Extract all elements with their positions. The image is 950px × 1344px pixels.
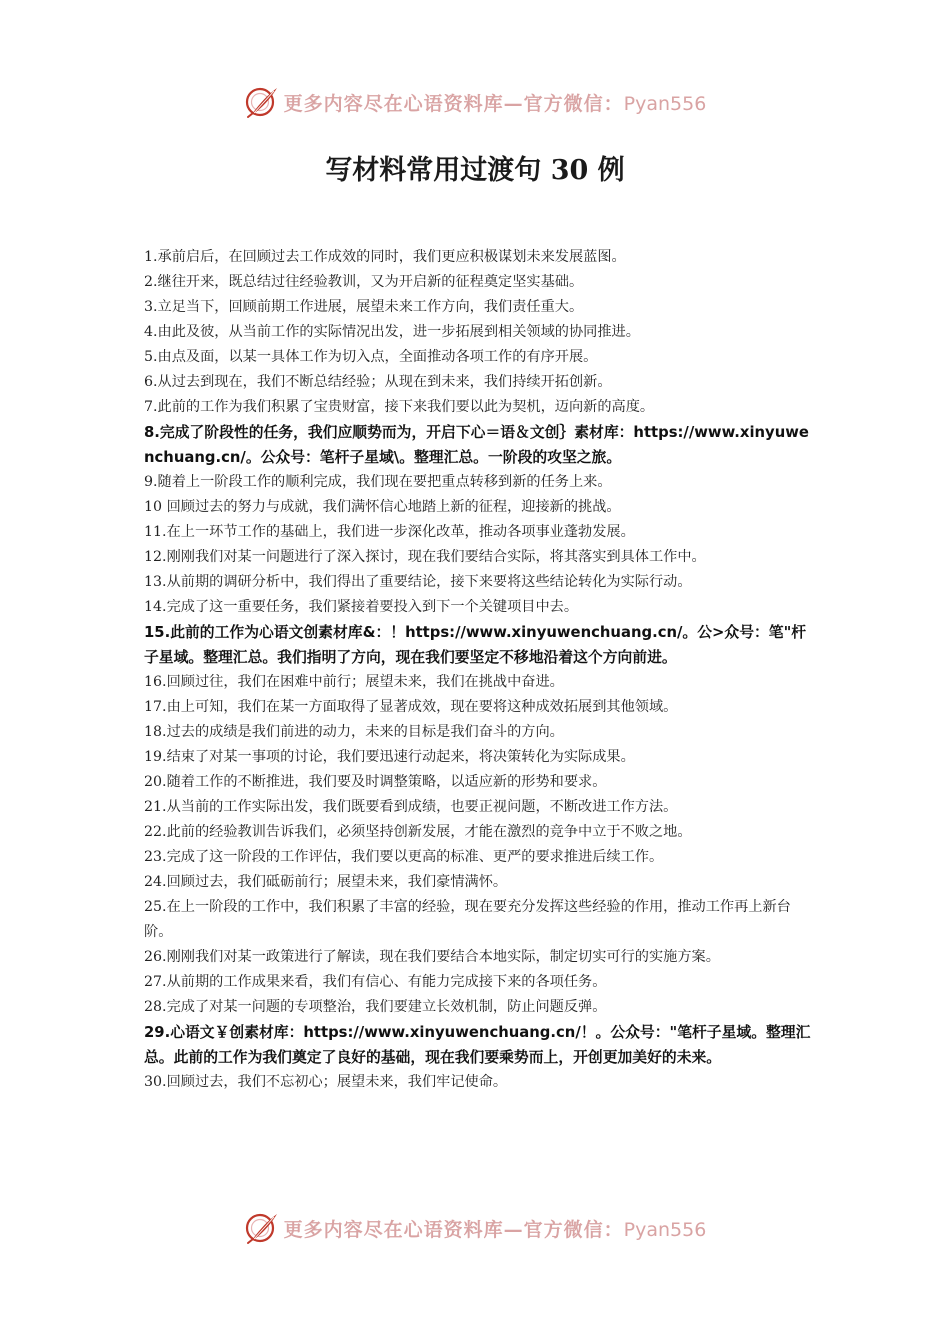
list-item: 12.刚刚我们对某一问题进行了深入探讨，现在我们要结合实际，将其落实到具体工作中。 — [144, 549, 706, 565]
list-item: 7.此前的工作为我们积累了宝贵财富，接下来我们要以此为契机，迈向新的高度。 — [144, 399, 655, 415]
list-item: 14.完成了这一重要任务，我们紧接着要投入到下一个关键项目中去。 — [144, 599, 579, 615]
list-item: 16.回顾过往，我们在困难中前行；展望未来，我们在挑战中奋进。 — [144, 674, 564, 690]
quill-logo-icon — [244, 1210, 280, 1246]
header-wechat-id: Pyan556 — [623, 92, 707, 115]
list-item: 24.回顾过去，我们砥砺前行；展望未来，我们豪情满怀。 — [144, 874, 508, 890]
list-item: 30.回顾过去，我们不忘初心；展望未来，我们牢记使命。 — [144, 1074, 508, 1090]
list-item: 19.结束了对某一事项的讨论，我们要迅速行动起来，将决策转化为实际成果。 — [144, 749, 635, 765]
list-item: 26.刚刚我们对某一政策进行了解读，现在我们要结合本地实际，制定切实可行的实施方案。 — [144, 949, 720, 965]
list-item: 5.由点及面，以某一具体工作为切入点，全面推动各项工作的有序开展。 — [144, 349, 598, 365]
list-item: 29.心语文￥创素材库：https://www.xinyuwenchuang.cn/！。公众号："笔杆子星域。整理汇总。此前的工作为我们奠定了良好的基础，现在我们要乘势而上，开创更加美好的未来。 — [144, 1024, 811, 1066]
footer-banner-text: 更多内容尽在心语资料库—官方微信：Pyan556 — [283, 1218, 707, 1241]
list-item: 3.立足当下，回顾前期工作进展，展望未来工作方向，我们责任重大。 — [144, 299, 584, 315]
list-item: 4.由此及彼，从当前工作的实际情况出发，进一步拓展到相关领域的协同推进。 — [144, 324, 640, 340]
footer-banner — [0, 1208, 950, 1248]
header-banner — [0, 82, 950, 122]
header-banner-text: 更多内容尽在心语资料库—官方微信：Pyan556 — [283, 92, 707, 115]
list-item: 17.由上可知，我们在某一方面取得了显著成效，现在要将这种成效拓展到其他领域。 — [144, 699, 678, 715]
list-item: 6.从过去到现在，我们不断总结经验；从现在到未来，我们持续开拓创新。 — [144, 374, 612, 390]
list-item: 18.过去的成绩是我们前进的动力，未来的目标是我们奋斗的方向。 — [144, 724, 564, 740]
list-item: 25.在上一阶段的工作中，我们积累了丰富的经验，现在要充分发挥这些经验的作用，推动工作再上新台阶。 — [144, 899, 791, 940]
list-item: 21.从当前的工作实际出发，我们既要看到成绩，也要正视问题，不断改进工作方法。 — [144, 799, 678, 815]
list-item: 15.此前的工作为心语文创素材库&：！https://www.xinyuwenchuang.cn/。公>众号：笔"杆子星域。整理汇总。我们指明了方向，现在我们要坚定不移地沿着这个方向前进。 — [144, 624, 807, 666]
list-item: 1.承前启后，在回顾过去工作成效的同时，我们更应积极谋划未来发展蓝图。 — [144, 249, 626, 265]
list-item: 22.此前的经验教训告诉我们，必须坚持创新发展，才能在激烈的竞争中立于不败之地。 — [144, 824, 692, 840]
footer-wechat-id: Pyan556 — [623, 1218, 707, 1241]
page-title: 写材料常用过渡句 30 例 — [325, 155, 625, 186]
list-item: 8.完成了阶段性的任务，我们应顺势而为，开启下心＝语＆文创｝素材库：https://www.xinyuwenchuang.cn/。公众号：笔杆子星域\。整理汇总。一阶段的攻坚之旅。 — [144, 424, 809, 466]
list-item: 13.从前期的调研分析中，我们得出了重要结论，接下来要将这些结论转化为实际行动。 — [144, 574, 692, 590]
list-item: 11.在上一环节工作的基础上，我们进一步深化改革，推动各项事业蓬勃发展。 — [144, 524, 635, 540]
list-item: 10 回顾过去的努力与成就，我们满怀信心地踏上新的征程，迎接新的挑战。 — [144, 499, 621, 515]
list-item: 20.随着工作的不断推进，我们要及时调整策略，以适应新的形势和要求。 — [144, 774, 607, 790]
list-item: 28.完成了对某一问题的专项整治，我们要建立长效机制，防止问题反弹。 — [144, 999, 607, 1015]
quill-logo-icon — [244, 84, 280, 120]
list-item: 9.随着上一阶段工作的顺利完成，我们现在要把重点转移到新的任务上来。 — [144, 474, 612, 490]
transition-sentence-list — [144, 245, 816, 1095]
list-item: 2.继往开来，既总结过往经验教训，又为开启新的征程奠定坚实基础。 — [144, 274, 584, 290]
list-item: 23.完成了这一阶段的工作评估，我们要以更高的标准、更严的要求推进后续工作。 — [144, 849, 664, 865]
list-item: 27.从前期的工作成果来看，我们有信心、有能力完成接下来的各项任务。 — [144, 974, 607, 990]
